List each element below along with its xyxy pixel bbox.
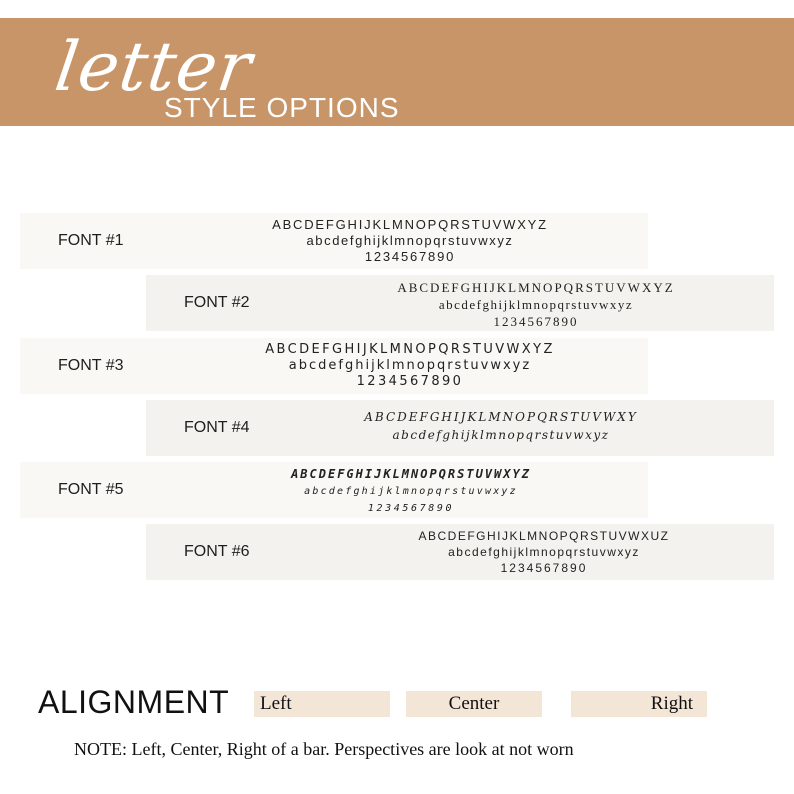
font-sample-5-upper: ABCDEFGHIJKLMNOPQRSTUVWXYZ — [291, 467, 531, 481]
font-sample-5-lower: abcdefghijklmnopqrstuvwxyz — [304, 486, 518, 497]
font-sample-3-digits: 1234567890 — [356, 374, 464, 389]
font-sample-1-upper: ABCDEFGHIJKLMNOPQRSTUVWXYZ — [272, 217, 548, 232]
font-sample-2-upper: ABCDEFGHIJKLMNOPQRSTUVWXYZ — [397, 280, 675, 295]
font-sample-2-lower: abcdefghijklmnopqrstuvwxyz — [438, 297, 634, 312]
font-row-4 — [146, 400, 774, 456]
alignment-option-center: Center — [406, 691, 542, 717]
font-sample-5 — [246, 466, 576, 517]
font-sample-3-upper: ABCDEFGHIJKLMNOPQRSTUVWXYZ — [265, 342, 555, 357]
header-script-title: letter — [50, 28, 258, 107]
alignment-title: ALIGNMENT — [38, 684, 230, 720]
font-sample-3 — [220, 342, 600, 390]
font-sample-2 — [356, 279, 716, 330]
font-sample-3-lower: abcdefghijklmnopqrstuvwxyz — [288, 358, 532, 373]
font-sample-4 — [316, 408, 686, 444]
font-row-5 — [20, 462, 648, 518]
font-row-1 — [20, 213, 648, 269]
alignment-option-right: Right — [571, 691, 707, 717]
font-sample-1 — [240, 217, 580, 265]
font-sample-5-digits: 1234567890 — [367, 503, 455, 514]
font-row-3 — [20, 338, 648, 394]
font-sample-4-upper: ABCDEFGHIJKLMNOPQRSTUVWXY — [364, 410, 638, 424]
font-sample-6-upper: ABCDEFGHIJKLMNOPQRSTUVWXUZ — [418, 529, 670, 543]
font-sample-6-lower: abcdefghijklmnopqrstuvwxyz — [448, 545, 640, 559]
font-label-2: FONT #2 — [184, 294, 250, 311]
header-banner — [0, 18, 794, 126]
note-text: NOTE: Left, Center, Right of a bar. Perspectives are look at not worn — [74, 739, 574, 759]
font-label-1: FONT #1 — [58, 232, 124, 249]
font-label-5: FONT #5 — [58, 481, 124, 498]
font-sample-6-digits: 1234567890 — [500, 561, 588, 575]
font-sample-4-lower: abcdefghijklmnopqrstuvwxyz — [392, 428, 610, 442]
font-sample-1-lower: abcdefghijklmnopqrstuvwxyz — [306, 233, 514, 248]
font-label-3: FONT #3 — [58, 357, 124, 374]
font-sample-6 — [394, 528, 694, 576]
header-subtitle: STYLE OPTIONS — [164, 92, 400, 123]
font-row-6 — [146, 524, 774, 580]
alignment-option-left: Left — [254, 691, 390, 717]
font-label-4: FONT #4 — [184, 419, 250, 436]
font-row-2 — [146, 275, 774, 331]
font-sample-1-digits: 1234567890 — [364, 249, 456, 264]
font-label-6: FONT #6 — [184, 543, 250, 560]
font-sample-2-digits: 1234567890 — [493, 314, 579, 329]
